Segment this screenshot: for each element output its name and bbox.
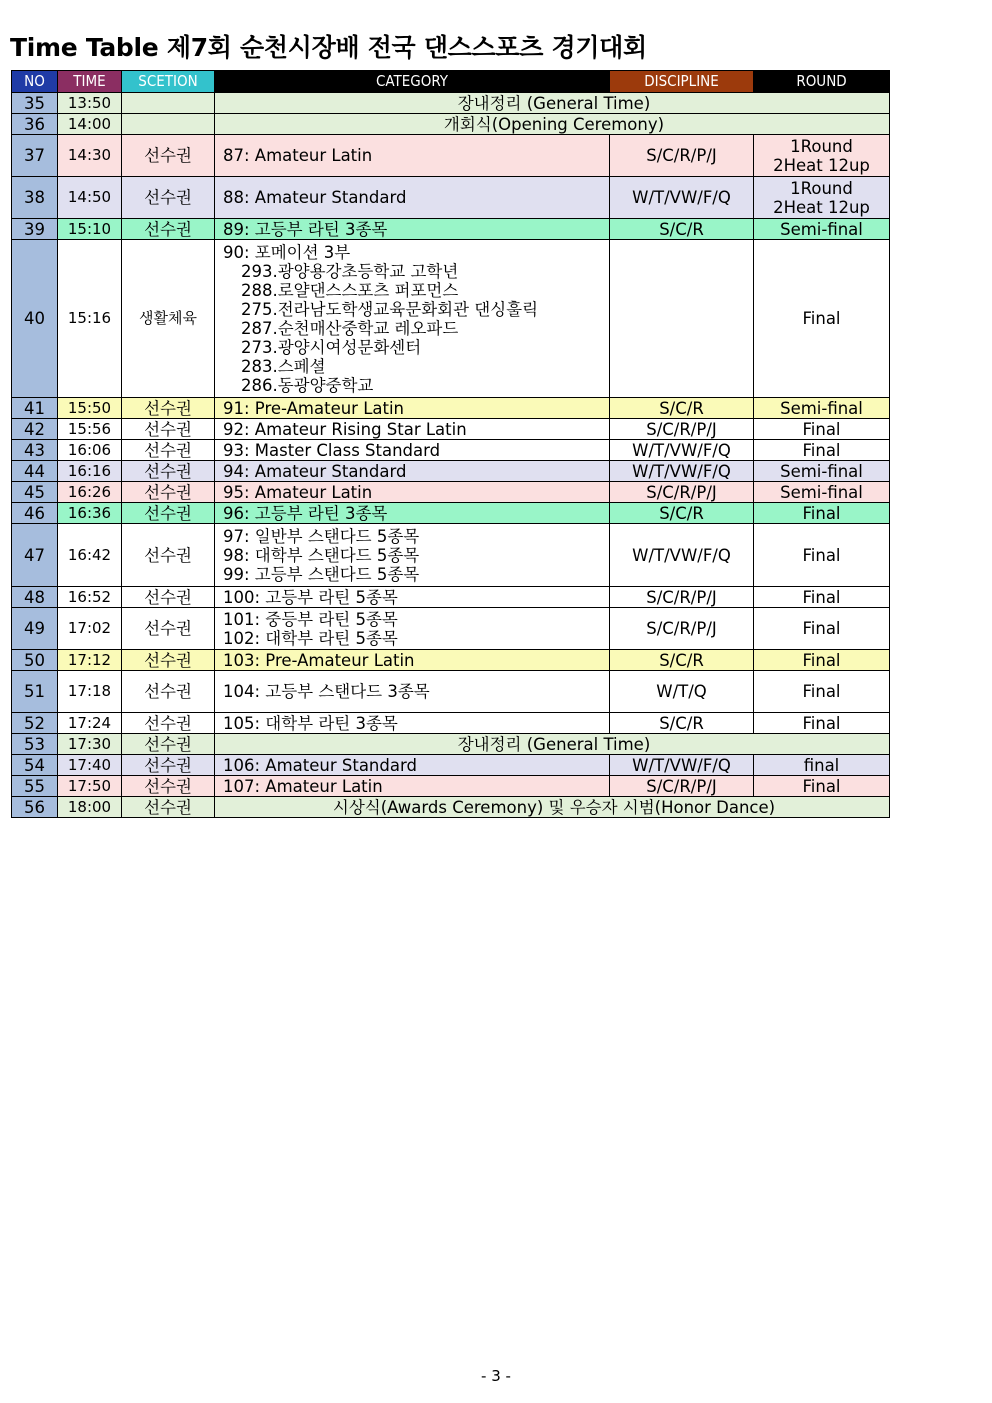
row-category [215,734,890,755]
row-no: 38 [12,177,58,219]
row-no: 50 [12,650,58,671]
header-round: ROUND [754,71,890,93]
category-line: 92: Amateur Rising Star Latin [223,419,467,439]
row-section: 선수권 [122,135,215,177]
table-row [12,114,890,135]
row-time: 17:02 [58,608,122,650]
row-section: 선수권 [122,776,215,797]
table-row [12,755,890,776]
table-row [12,177,890,219]
row-category [215,177,610,219]
table-row [12,503,890,524]
table-row [12,587,890,608]
row-time: 17:40 [58,755,122,776]
row-time: 17:30 [58,734,122,755]
row-time: 16:36 [58,503,122,524]
row-discipline: W/T/VW/F/Q [610,440,754,461]
header-row [12,71,890,93]
row-no: 55 [12,776,58,797]
row-discipline: S/C/R/P/J [610,608,754,650]
row-round: 1Round 2Heat 12up [754,177,890,219]
row-time: 14:00 [58,114,122,135]
category-line: 283.스페셜 [241,356,326,376]
row-no: 54 [12,755,58,776]
row-category [215,713,610,734]
header-no: NO [12,71,58,93]
category-line: 91: Pre-Amateur Latin [223,398,405,418]
row-no: 49 [12,608,58,650]
row-section: 선수권 [122,419,215,440]
row-time: 15:10 [58,219,122,240]
row-round: 1Round 2Heat 12up [754,135,890,177]
row-discipline: S/C/R [610,650,754,671]
category-line: 103: Pre-Amateur Latin [223,650,415,670]
row-time: 16:42 [58,524,122,587]
row-category [215,135,610,177]
row-category [215,240,610,398]
category-line: 장내정리 (General Time) [457,734,651,754]
row-time: 18:00 [58,797,122,818]
row-discipline: S/C/R [610,219,754,240]
row-time: 17:18 [58,671,122,713]
row-time: 16:16 [58,461,122,482]
row-no: 52 [12,713,58,734]
table-row [12,461,890,482]
row-round: Final [754,524,890,587]
row-no: 36 [12,114,58,135]
row-round: Semi-final [754,398,890,419]
row-discipline: W/T/Q [610,671,754,713]
row-category [215,776,610,797]
category-line: 275.전라남도학생교육문화회관 댄싱훌릭 [241,299,539,319]
category-line: 293.광양용강초등학교 고학년 [241,261,459,281]
category-line: 99: 고등부 스탠다드 5종목 [223,564,420,584]
row-round: Final [754,776,890,797]
category-line: 90: 포메이션 3부 [223,242,351,262]
category-line: 286.동광양중학교 [241,375,374,395]
header-time: TIME [58,71,122,93]
row-round: Final [754,650,890,671]
row-round: Final [754,587,890,608]
row-no: 45 [12,482,58,503]
row-round: Final [754,419,890,440]
row-category [215,503,610,524]
table-row [12,776,890,797]
row-section: 선수권 [122,713,215,734]
row-round: Final [754,503,890,524]
row-section: 선수권 [122,219,215,240]
row-section: 선수권 [122,524,215,587]
row-round: Semi-final [754,461,890,482]
row-round: Final [754,671,890,713]
row-category [215,419,610,440]
table-row [12,713,890,734]
table-row [12,419,890,440]
row-category [215,114,890,135]
row-time: 14:50 [58,177,122,219]
table-row [12,734,890,755]
category-line: 102: 대학부 라틴 5종목 [223,628,398,648]
row-no: 35 [12,93,58,114]
category-line: 273.광양시여성문화센터 [241,337,422,357]
row-no: 53 [12,734,58,755]
table-row [12,93,890,114]
category-line: 88: Amateur Standard [223,188,407,207]
row-section: 생활체육 [122,240,215,398]
row-section: 선수권 [122,587,215,608]
row-section: 선수권 [122,755,215,776]
row-section: 선수권 [122,398,215,419]
category-line: 100: 고등부 라틴 5종목 [223,587,398,607]
category-line: 287.순천매산중학교 레오파드 [241,318,459,338]
row-no: 51 [12,671,58,713]
category-line: 87: Amateur Latin [223,146,373,165]
table-row [12,219,890,240]
row-time: 15:56 [58,419,122,440]
row-time: 17:50 [58,776,122,797]
timetable-body [12,93,890,818]
table-row [12,135,890,177]
table-row [12,797,890,818]
row-section: 선수권 [122,797,215,818]
row-no: 56 [12,797,58,818]
table-row [12,650,890,671]
row-section: 선수권 [122,482,215,503]
row-discipline: S/C/R/P/J [610,135,754,177]
row-discipline: S/C/R/P/J [610,482,754,503]
category-line: 장내정리 (General Time) [457,93,651,113]
row-discipline: W/T/VW/F/Q [610,755,754,776]
table-row [12,482,890,503]
row-round: Final [754,608,890,650]
row-discipline: S/C/R/P/J [610,587,754,608]
row-no: 37 [12,135,58,177]
row-section: 선수권 [122,650,215,671]
timetable [11,70,890,818]
row-section: 선수권 [122,671,215,713]
row-discipline: W/T/VW/F/Q [610,524,754,587]
table-row [12,524,890,587]
row-time: 15:16 [58,240,122,398]
category-line: 93: Master Class Standard [223,440,441,460]
page-title: Time Table 제7회 순천시장배 전국 댄스스포츠 경기대회 [10,33,647,62]
row-round: final [754,755,890,776]
row-time: 14:30 [58,135,122,177]
row-category [215,219,610,240]
row-category [215,461,610,482]
page-number: - 3 - [481,1367,511,1385]
row-discipline: S/C/R/P/J [610,419,754,440]
row-no: 39 [12,219,58,240]
row-no: 41 [12,398,58,419]
category-line: 89: 고등부 라틴 3종목 [223,219,388,239]
row-category [215,650,610,671]
row-discipline: S/C/R/P/J [610,776,754,797]
row-time: 16:52 [58,587,122,608]
row-category [215,398,610,419]
row-discipline: W/T/VW/F/Q [610,461,754,482]
category-line: 개회식(Opening Ceremony) [443,114,665,134]
header-section: SCETION [122,71,215,93]
category-line: 98: 대학부 스탠다드 5종목 [223,545,420,565]
row-time: 13:50 [58,93,122,114]
row-round: Semi-final [754,219,890,240]
header-category: CATEGORY [215,71,610,93]
row-discipline: S/C/R [610,503,754,524]
row-category [215,482,610,503]
row-round: Semi-final [754,482,890,503]
row-section: 선수권 [122,440,215,461]
table-row [12,671,890,713]
category-line: 107: Amateur Latin [223,776,383,796]
row-time: 17:24 [58,713,122,734]
row-category [215,608,610,650]
row-round: Final [754,713,890,734]
row-section: 선수권 [122,461,215,482]
category-line: 288.로얄댄스스포츠 퍼포먼스 [241,280,459,300]
row-no: 42 [12,419,58,440]
row-no: 48 [12,587,58,608]
category-line: 95: Amateur Latin [223,482,373,502]
category-line: 101: 중등부 라틴 5종목 [223,609,398,629]
row-time: 15:50 [58,398,122,419]
row-no: 40 [12,240,58,398]
header-discipline: DISCIPLINE [610,71,754,93]
row-category [215,440,610,461]
row-category [215,587,610,608]
row-discipline: S/C/R [610,713,754,734]
row-category [215,797,890,818]
category-line: 97: 일반부 스탠다드 5종목 [223,526,420,546]
table-row [12,608,890,650]
row-discipline: W/T/VW/F/Q [610,177,754,219]
row-category [215,671,610,713]
row-time: 16:26 [58,482,122,503]
row-section [122,114,215,135]
row-time: 17:12 [58,650,122,671]
row-no: 46 [12,503,58,524]
row-time: 16:06 [58,440,122,461]
category-line: 104: 고등부 스탠다드 3종목 [223,682,430,701]
row-no: 43 [12,440,58,461]
row-category [215,93,890,114]
row-category [215,524,610,587]
table-row [12,440,890,461]
category-line: 96: 고등부 라틴 3종목 [223,503,388,523]
row-section [122,93,215,114]
row-category [215,755,610,776]
category-line: 94: Amateur Standard [223,461,407,481]
row-section: 선수권 [122,503,215,524]
row-round: Final [754,240,890,398]
row-discipline: S/C/R [610,398,754,419]
row-no: 44 [12,461,58,482]
category-line: 105: 대학부 라틴 3종목 [223,713,398,733]
table-row [12,398,890,419]
category-line: 106: Amateur Standard [223,755,417,775]
row-no: 47 [12,524,58,587]
row-section: 선수권 [122,734,215,755]
row-discipline [610,240,754,398]
row-round: Final [754,440,890,461]
row-section: 선수권 [122,177,215,219]
table-row [12,240,890,398]
row-section: 선수권 [122,608,215,650]
category-line: 시상식(Awards Ceremony) 및 우승자 시범(Honor Dance) [332,797,776,817]
